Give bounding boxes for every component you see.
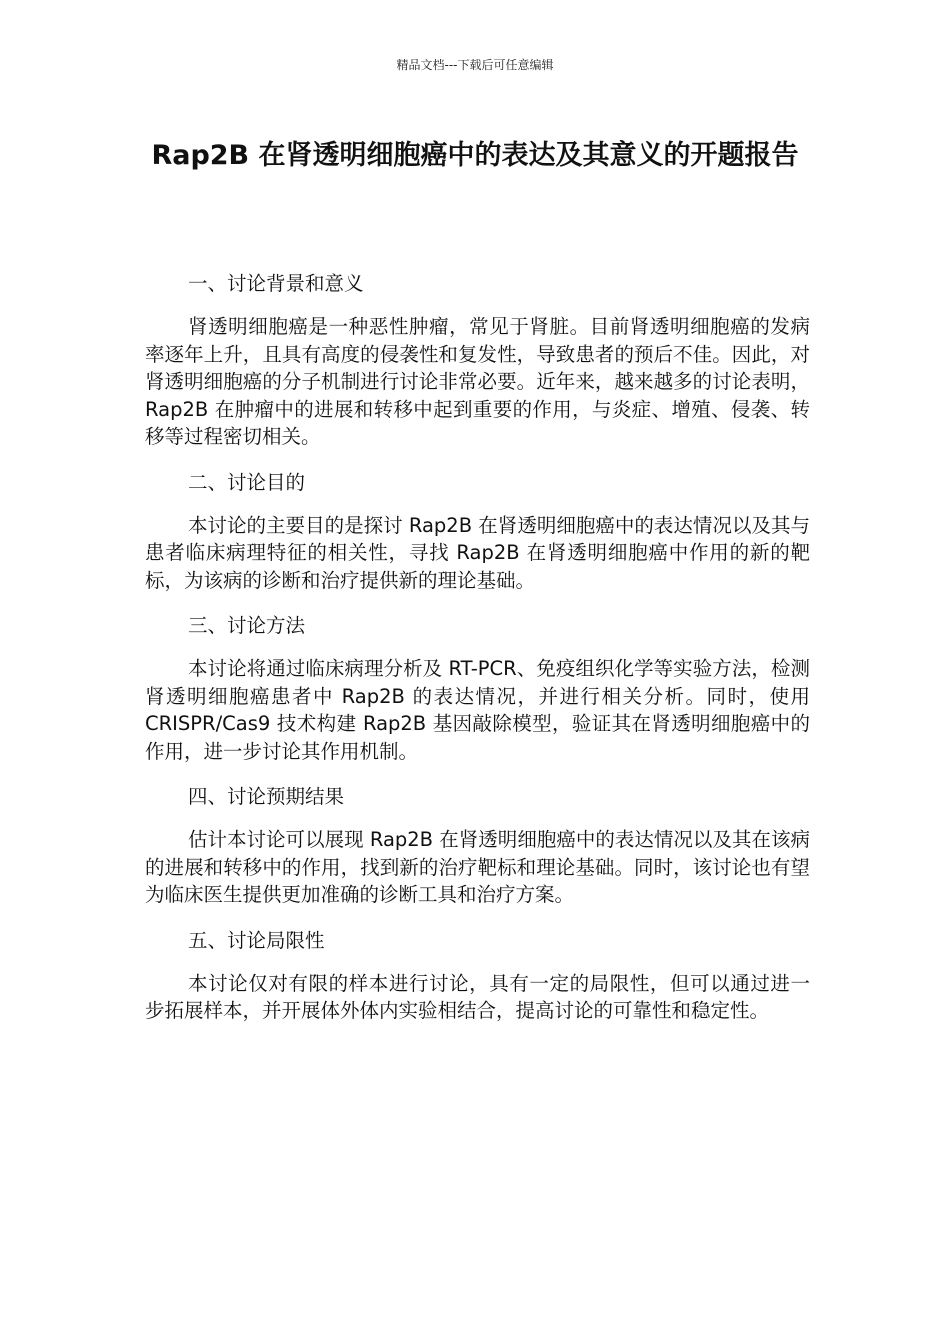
document-title: Rap2B 在肾透明细胞癌中的表达及其意义的开题报告 (151, 140, 799, 171)
section-limitations (145, 927, 810, 1025)
document-body (145, 270, 810, 1043)
section-paragraph: 估计本讨论可以展现 Rap2B 在肾透明细胞癌中的表达情况以及其在该病的进展和转移中的作用，找到新的治疗靶标和理论基础。同时，该讨论也有望为临床医生提供更加准确的诊断工具和治疗方案。 (145, 828, 810, 906)
section-heading: 二、讨论目的 (188, 470, 306, 494)
section-purpose (145, 469, 810, 595)
section-background (145, 270, 810, 451)
section-heading: 一、讨论背景和意义 (188, 272, 364, 295)
section-paragraph: 本讨论的主要目的是探讨 Rap2B 在肾透明细胞癌中的表达情况以及其与患者临床病理特征的相关性，寻找 Rap2B 在肾透明细胞癌中作用的新的靶标，为该病的诊断和治疗提供新的理论基础。 (145, 513, 810, 592)
section-heading: 五、讨论局限性 (188, 928, 325, 952)
section-methods (145, 612, 810, 765)
section-expected-results (145, 783, 810, 909)
section-paragraph: 本讨论将通过临床病理分析及 RT-PCR、免疫组织化学等实验方法，检测肾透明细胞癌患者中 Rap2B 的表达情况，并进行相关分析。同时，使用 CRISPR/Cas9 技术构建 Rap2B 基因敲除模型，验证其在肾透明细胞癌中的作用，进一步讨论其作用机制。 (145, 657, 810, 763)
section-paragraph: 肾透明细胞癌是一种恶性肿瘤，常见于肾脏。目前肾透明细胞癌的发病率逐年上升，且具有高度的侵袭性和复发性，导致患者的预后不佳。因此，对肾透明细胞癌的分子机制进行讨论非常必要。近年来，越来越多的讨论表明，Rap2B 在肿瘤中的进展和转移中起到重要的作用，与炎症、增殖、侵袭、转移等过程密切相关。 (145, 315, 810, 448)
section-heading: 三、讨论方法 (188, 614, 306, 637)
section-heading: 四、讨论预期结果 (188, 785, 345, 808)
section-paragraph: 本讨论仅对有限的样本进行讨论，具有一定的局限性，但可以通过进一步拓展样本，并开展体外体内实验相结合，提高讨论的可靠性和稳定性。 (145, 971, 810, 1022)
page-header: 精品文档---下载后可任意编辑 (396, 58, 554, 72)
